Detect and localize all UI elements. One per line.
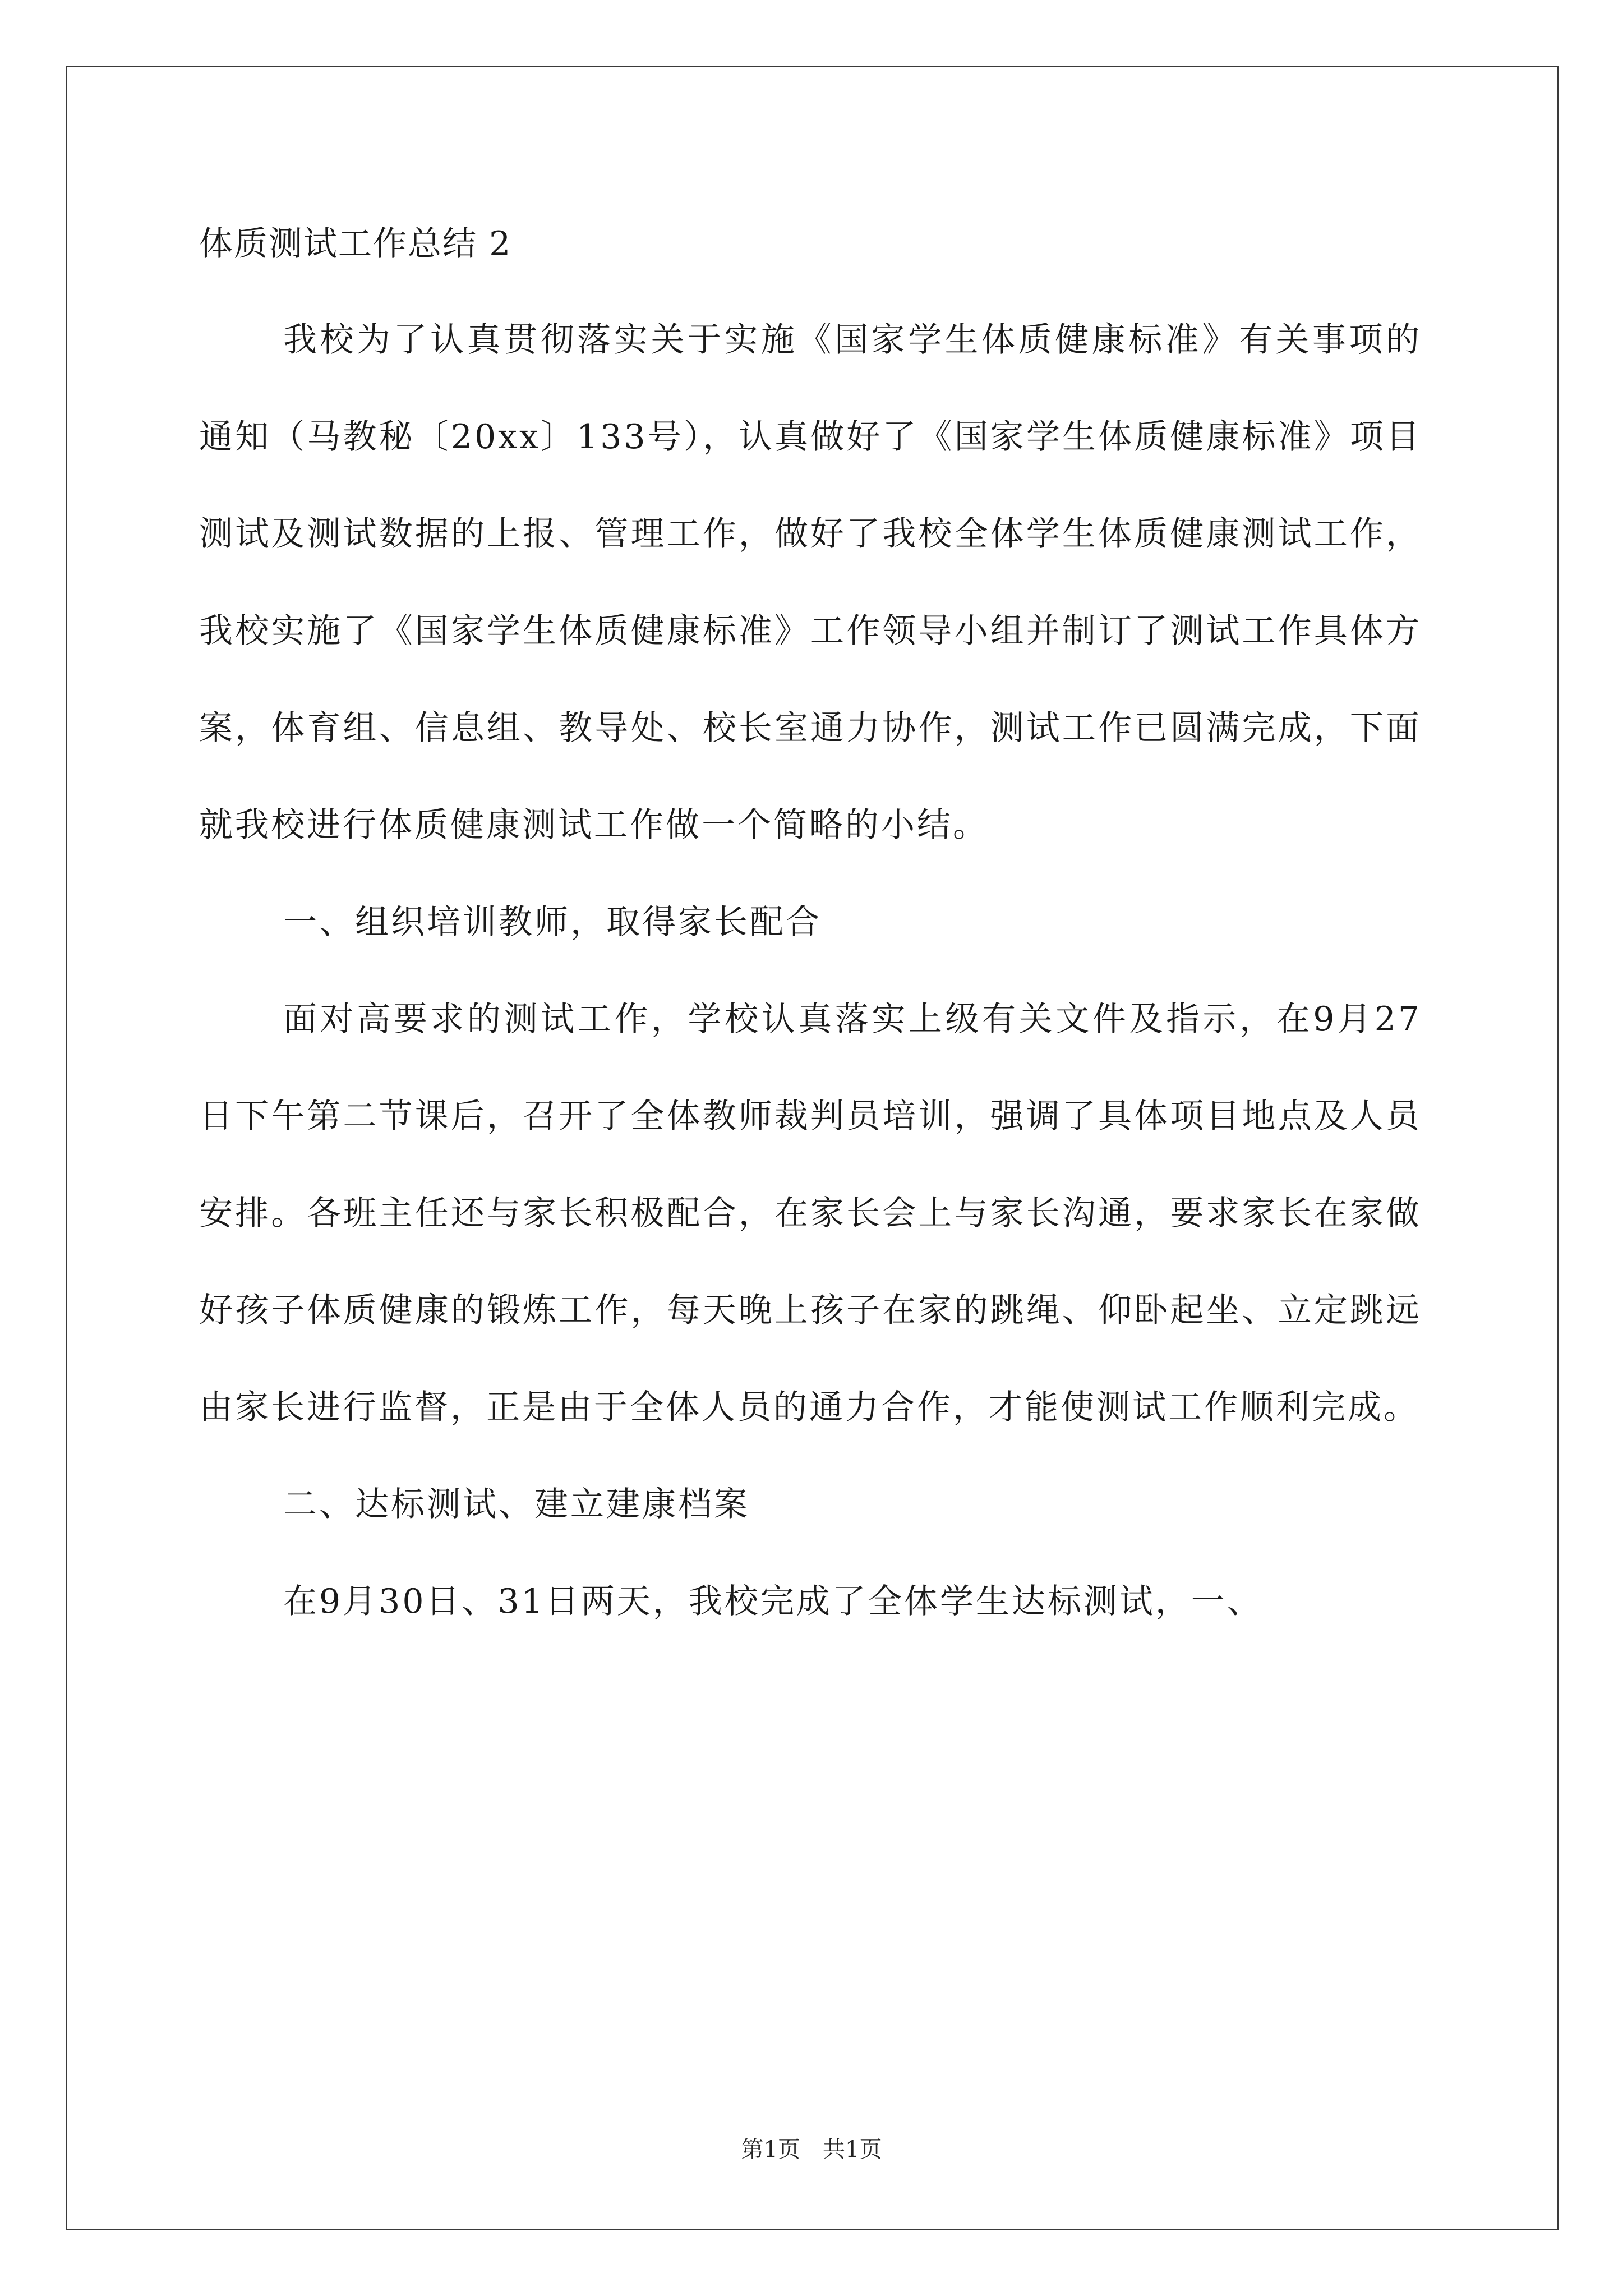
paragraph-intro: 我校为了认真贯彻落实关于实施《国家学生体质健康标准》有关事项的通知（马教秘〔20xx〕133号），认真做好了《国家学生体质健康标准》项目测试及测试数据的上报、管理工作，做好了我校全体学生体质健康测试工作，我校实施了《国家学生体质健康标准》工作领导小组并制订了测试工作具体方案，体育组、信息组、教导处、校长室通力协作，测试工作已圆满完成，下面就我校进行体质健康测试工作做一个简略的小结。 bbox=[199, 320, 1422, 845]
document-title: 体质测试工作总结 2 bbox=[199, 224, 512, 264]
paragraph-section-2: 在9月30日、31日两天，我校完成了全体学生达标测试，一、 bbox=[283, 1582, 1263, 1621]
section-heading-1: 一、组织培训教师，取得家长配合 bbox=[283, 903, 822, 942]
section-heading-2: 二、达标测试、建立建康档案 bbox=[283, 1485, 750, 1524]
document-body bbox=[199, 222, 1422, 1650]
paragraph-section-1: 面对高要求的测试工作，学校认真落实上级有关文件及指示，在9月27日下午第二节课后，召开了全体教师裁判员培训，强调了具体项目地点及人员安排。各班主任还与家长积极配合，在家长会上与家长沟通，要求家长在家做好孩子体质健康的锻炼工作，每天晚上孩子在家的跳绳、仰卧起坐、立定跳远由家长进行监督，正是由于全体人员的通力合作，才能使测试工作顺利完成。 bbox=[199, 1000, 1422, 1427]
page-footer: 第1页 共1页 bbox=[741, 2137, 882, 2162]
